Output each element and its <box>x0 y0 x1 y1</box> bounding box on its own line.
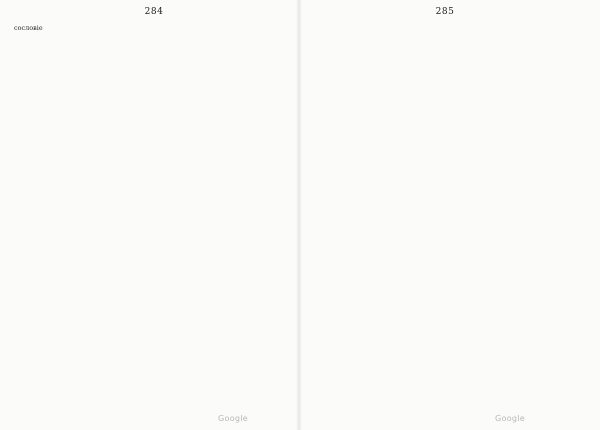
text-line <box>303 400 587 409</box>
text-line: сословіе <box>14 24 43 32</box>
text-line <box>14 249 294 258</box>
text-line <box>303 184 587 193</box>
text-line <box>303 137 587 146</box>
text-line <box>303 165 587 174</box>
text-line <box>303 390 587 399</box>
text-line <box>14 306 294 315</box>
text-line <box>14 287 294 296</box>
text-line <box>14 146 294 155</box>
google-watermark-right: Google <box>495 414 526 423</box>
right-page-text <box>303 24 587 409</box>
text-line <box>14 381 294 390</box>
text-line <box>303 212 587 221</box>
text-line <box>14 212 294 221</box>
text-line <box>14 155 294 164</box>
text-line <box>303 80 587 89</box>
text-line <box>14 165 294 174</box>
text-line <box>14 371 294 380</box>
text-line <box>14 343 294 352</box>
text-line <box>303 146 587 155</box>
text-line <box>14 118 294 127</box>
text-line <box>14 52 294 61</box>
text-line <box>14 62 294 71</box>
text-line <box>303 193 587 202</box>
text-line <box>303 287 587 296</box>
text-line <box>303 202 587 211</box>
text-line <box>303 118 587 127</box>
page-number-right: 285 <box>435 7 455 17</box>
left-page <box>14 0 294 430</box>
page-number-left: 284 <box>144 7 164 17</box>
text-line <box>303 99 587 108</box>
text-line <box>14 33 294 42</box>
text-line <box>303 371 587 380</box>
text-line <box>14 193 294 202</box>
text-line <box>14 325 294 334</box>
text-line <box>303 268 587 277</box>
text-line <box>303 296 587 305</box>
text-line <box>303 71 587 80</box>
text-line <box>14 43 294 52</box>
text-line <box>303 343 587 352</box>
text-line <box>14 90 294 99</box>
text-line <box>14 268 294 277</box>
text-line <box>303 315 587 324</box>
text-line <box>303 90 587 99</box>
text-line <box>303 24 587 33</box>
text-line <box>303 240 587 249</box>
text-line <box>303 278 587 287</box>
left-page-text <box>14 24 294 409</box>
text-line <box>14 184 294 193</box>
text-line <box>303 174 587 183</box>
text-line <box>303 381 587 390</box>
text-line <box>303 33 587 42</box>
text-line <box>303 334 587 343</box>
text-line <box>14 259 294 268</box>
text-line <box>303 231 587 240</box>
text-line <box>14 99 294 108</box>
text-line <box>14 315 294 324</box>
text-line <box>303 249 587 258</box>
text-line <box>14 390 294 399</box>
text-line <box>14 71 294 80</box>
right-page <box>303 0 587 430</box>
text-line <box>14 278 294 287</box>
text-line <box>303 62 587 71</box>
text-line <box>14 240 294 249</box>
text-line <box>303 221 587 230</box>
text-line <box>303 325 587 334</box>
text-line <box>14 353 294 362</box>
text-line <box>14 202 294 211</box>
text-line <box>303 52 587 61</box>
text-line <box>14 80 294 89</box>
book-gutter <box>296 0 302 430</box>
text-line <box>14 137 294 146</box>
text-line <box>303 259 587 268</box>
text-line <box>14 362 294 371</box>
text-line <box>303 362 587 371</box>
text-line <box>303 127 587 136</box>
text-line <box>14 221 294 230</box>
text-line <box>14 127 294 136</box>
text-line <box>303 109 587 118</box>
text-line <box>303 353 587 362</box>
text-line <box>14 334 294 343</box>
text-line <box>303 306 587 315</box>
text-line <box>14 296 294 305</box>
text-line <box>14 231 294 240</box>
text-line <box>303 155 587 164</box>
text-line <box>303 43 587 52</box>
text-line <box>14 109 294 118</box>
text-line <box>14 400 294 409</box>
google-watermark-left: Google <box>218 414 249 423</box>
text-line <box>14 174 294 183</box>
